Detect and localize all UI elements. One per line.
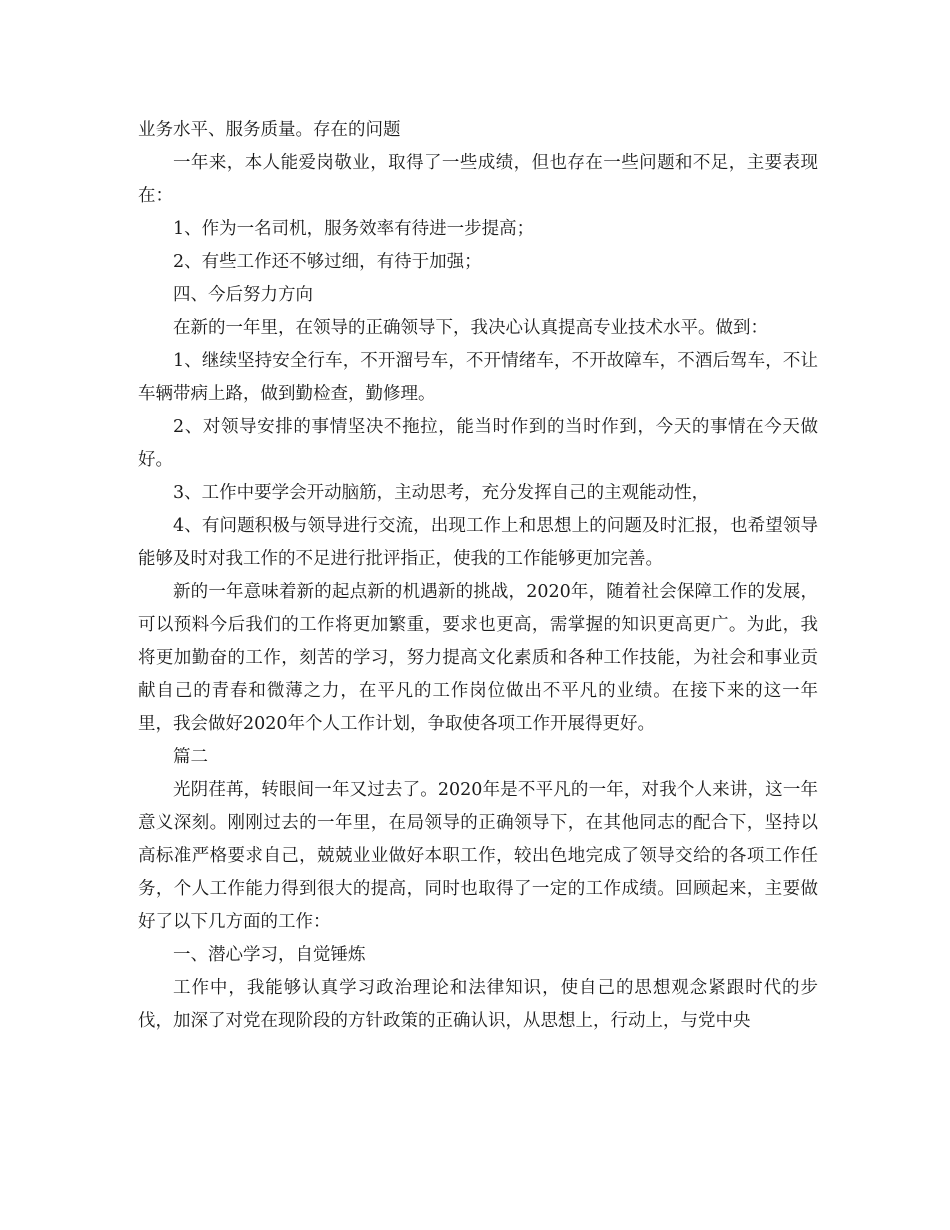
paragraph-8: 2、对领导安排的事情坚决不拖拉，能当时作到的当时作到，今天的事情在今天做好。 (138, 417, 818, 470)
paragraph-1: 业务水平、服务质量。存在的问题 (138, 120, 401, 140)
paragraph-10: 4、有问题积极与领导进行交流，出现工作上和思想上的问题及时汇报，也希望领导能够及时对我工作的不足进行批评指正，使我的工作能够更加完善。 (138, 516, 818, 569)
section-heading-1: 一、潜心学习，自觉锤炼 (173, 945, 366, 965)
paragraph-15: 工作中，我能够认真学习政治理论和法律知识，使自己的思想观念紧跟时代的步伐，加深了对党在现阶段的方针政策的正确认识，从思想上，行动上，与党中央 (138, 978, 818, 1031)
document-body (138, 114, 818, 1038)
paragraph-13: 光阴荏苒，转眼间一年又过去了。2020年是不平凡的一年，对我个人来讲，这一年意义深刻。刚刚过去的一年里，在局领导的正确领导下，在其他同志的配合下，坚持以高标准严格要求自己，兢兢业业做好本职工作，较出色地完成了领导交给的各项工作任务，个人工作能力得到很大的提高，同时也取得了一定的工作成绩。回顾起来，主要做好了以下几方面的工作： (138, 780, 818, 932)
paragraph-2: 一年来，本人能爱岗敬业，取得了一些成绩，但也存在一些问题和不足，主要表现在： (138, 153, 818, 206)
paragraph-9: 3、工作中要学会开动脑筋，主动思考，充分发挥自己的主观能动性， (173, 483, 710, 503)
section-heading-part-two: 篇二 (173, 747, 208, 767)
paragraph-4: 2、有些工作还不够过细，有待于加强； (173, 252, 482, 272)
paragraph-3: 1、作为一名司机，服务效率有待进一步提高； (173, 219, 535, 239)
paragraph-11: 新的一年意味着新的起点新的机遇新的挑战，2020年，随着社会保障工作的发展，可以预料今后我们的工作将更加繁重，要求也更高，需掌握的知识更高更广。为此，我将更加勤奋的工作，刻苦的学习，努力提高文化素质和各种工作技能，为社会和事业贡献自己的青春和微薄之力，在平凡的工作岗位做出不平凡的业绩。在接下来的这一年里，我会做好2020年个人工作计划，争取使各项工作开展得更好。 (138, 582, 818, 734)
paragraph-7: 1、继续坚持安全行车，不开溜号车，不开情绪车，不开故障车，不酒后驾车，不让车辆带病上路，做到勤检查，勤修理。 (138, 351, 818, 404)
section-heading-4: 四、今后努力方向 (173, 285, 313, 305)
paragraph-6: 在新的一年里，在领导的正确领导下，我决心认真提高专业技术水平。做到： (173, 318, 768, 338)
